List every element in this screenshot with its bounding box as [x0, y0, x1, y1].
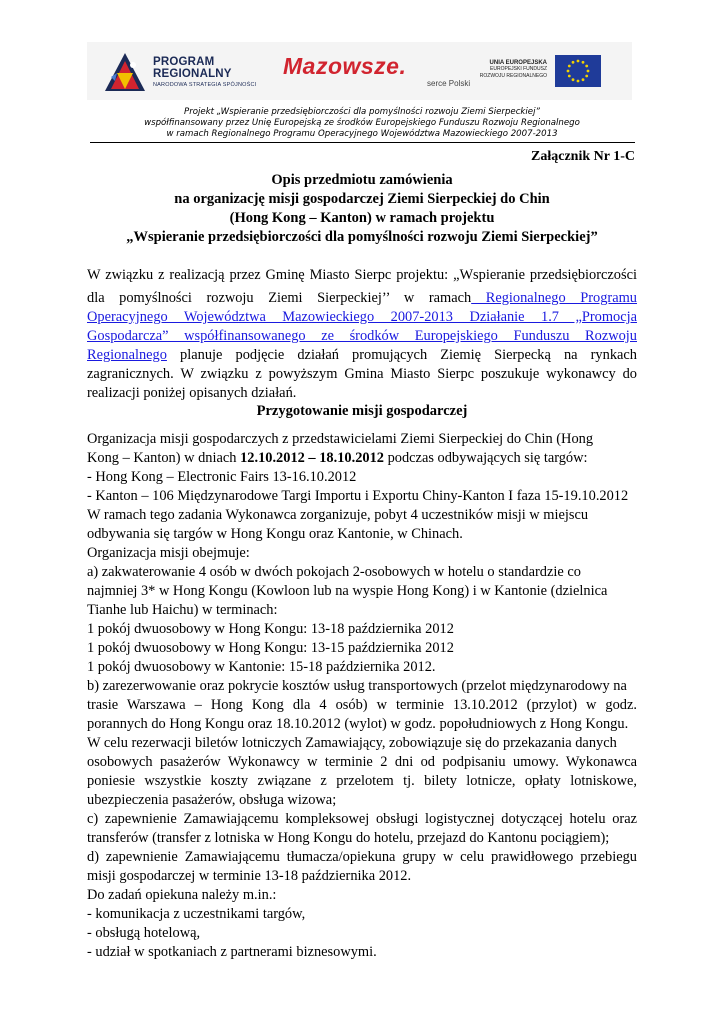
section-heading: Przygotowanie misji gospodarczej	[256, 403, 468, 419]
body-text: podczas odbywających się targów:	[383, 450, 588, 466]
eu-label: UNIA EUROPEJSKA	[489, 60, 547, 66]
body-line: Organizacja misji gospodarczych z przedstawicielami Ziemi Sierpeckiej do Chin (Hong	[87, 431, 594, 447]
fair-item: - Kanton – 106 Międzynarodowe Targi Importu i Exportu Chiny-Kanton I faza 15-19.10.2012	[87, 488, 629, 504]
fair-item: - Hong Kong – Electronic Fairs 13-16.10.2012	[87, 469, 357, 485]
body-line: W celu rezerwacji biletów lotniczych Zamawiający, zobowiązuje się do przekazania danych	[87, 735, 617, 751]
program-link-line-3[interactable]: Gospodarcza” współfinansowanego ze środków Europejskiego Funduszu Rozwoju	[87, 328, 637, 344]
body-line: odbywania się targów w Hong Kongu oraz Kantonie, w Chinach.	[87, 526, 463, 542]
program-link-line-2[interactable]: Operacyjnego Województwa Mazowieckiego 2007-2013 Działanie 1.7 „Promocja	[87, 309, 637, 325]
body-line: misji gospodarczej w terminie 13-18 października 2012.	[87, 868, 412, 884]
mazowsze-logo: Mazowsze.	[283, 53, 407, 79]
program-regionalny-text	[153, 56, 256, 88]
room-item: 1 pokój dwuosobowy w Hong Kongu: 13-18 października 2012	[87, 621, 454, 637]
project-note-line-2: współfinansowany przez Unię Europejską ze środków Europejskiego Funduszu Rozwoju Regionalnego	[144, 118, 580, 128]
body-line	[87, 449, 637, 468]
program-link-line-4[interactable]: Regionalnego	[87, 347, 167, 363]
project-note-line-1: Projekt „Wspieranie przedsiębiorczości dla pomyślności rozwoju Ziemi Sierpeckiej”	[184, 107, 540, 117]
title-line-3: (Hong Kong – Kanton) w ramach projektu	[229, 210, 495, 226]
list-item: - udział w spotkaniach z partnerami biznesowymi.	[87, 944, 377, 960]
list-item: - obsługą hotelową,	[87, 925, 201, 941]
dates-bold: 12.10.2012 – 18.10.2012	[240, 450, 384, 466]
title-line-1: Opis przedmiotu zamówienia	[271, 172, 453, 188]
body-text: Kong – Kanton) w dniach	[87, 450, 241, 466]
body-line: W ramach tego zadania Wykonawca zorganizuje, pobyt 4 uczestników misji w miejscu	[87, 507, 589, 523]
body-line: transferów (transfer z lotniska w Hong Kongu do hotelu, przejazd do Kantonu pociągiem);	[87, 830, 610, 846]
body-line: Tianhe lub Haichu) w terminach:	[87, 602, 278, 618]
eu-text	[467, 60, 547, 79]
program-sub-label: NARODOWA STRATEGIA SPÓJNOŚCI	[153, 82, 257, 88]
title-line-2: na organizację misji gospodarczej Ziemi Sierpeckiej do Chin	[174, 191, 550, 207]
project-note-line-3: w ramach Regionalnego Programu Operacyjnego Województwa Mazowieckiego 2007-2013	[166, 129, 558, 139]
program-regionalny-logo-icon	[103, 51, 147, 95]
room-item: 1 pokój dwuosobowy w Hong Kongu: 13-15 października 2012	[87, 640, 454, 656]
intro-line-6: zagranicznych. W związku z powyższym Gmina Miasto Sierpc poszukuje wykonawcy do	[87, 366, 637, 382]
intro-line-7: realizacji poniżej opisanych działań.	[87, 385, 297, 401]
body-line: porannych do Hong Kongu oraz 18.10.2012 (wylot) w godz. popołudniowych z Hong Kongu.	[87, 716, 629, 732]
intro-line-2	[87, 289, 637, 308]
room-item: 1 pokój dwuosobowy w Kantonie: 15-18 października 2012.	[87, 659, 436, 675]
body-line: a) zakwaterowanie 4 osób w dwóch pokojach 2-osobowych w hotelu o standardzie co	[87, 564, 581, 580]
intro-text-2: planuje podjęcie działań promujących Ziemię Sierpecką na rynkach	[166, 347, 637, 363]
intro-text: dla pomyślności rozwoju Ziemi Sierpeckiej’’ w ramach	[87, 290, 472, 306]
body-line: c) zapewnienie Zamawiającemu kompleksowej obsługi logistycznej dotyczącej hotelu oraz	[87, 811, 637, 827]
eu-fund-label: EUROPEJSKI FUNDUSZ	[490, 66, 547, 72]
mazowsze-sub-label: serce Polski	[427, 79, 471, 88]
body-line: Organizacja misji obejmuje:	[87, 545, 250, 561]
divider	[90, 142, 635, 143]
intro-line-1: W związku z realizacją przez Gminę Miasto Sierpc projektu: „Wspieranie przedsiębiorczości	[87, 267, 637, 283]
regionalny-label: REGIONALNY	[153, 68, 232, 80]
body-line: b) zarezerwowanie oraz pokrycie kosztów usług transportowych (przelot międzynarodowy na	[87, 678, 627, 694]
body-line: Do zadań opiekuna należy m.in.:	[87, 887, 277, 903]
body-line: ubezpieczenia pasażerów, obsługa wizowa;	[87, 792, 337, 808]
body-line: osobowych pasażerów Wykonawcy w terminie 2 dni od podpisaniu umowy. Wykonawca	[87, 754, 637, 770]
body-line: najmniej 3* w Hong Kongu (Kowloon lub na wyspie Hong Kong) i w Kantonie (dzielnica	[87, 583, 608, 599]
program-label: PROGRAM	[153, 56, 215, 68]
body-line: d) zapewnienie Zamawiającemu tłumacza/opiekuna grupy w celu prawidłowego przebiegu	[87, 849, 637, 865]
eu-fund-label-2: ROZWOJU REGIONALNEGO	[479, 72, 547, 79]
attachment-label: Załącznik Nr 1-C	[531, 149, 635, 164]
body-line: poniesie wszystkie koszty związane z przelotem tj. bilety lotnicze, opłaty lotniskowe,	[87, 773, 637, 789]
program-link[interactable]: Regionalnego Programu	[471, 290, 637, 306]
logo-band	[87, 42, 632, 100]
body-line: trasie Warszawa – Hong Kong dla 4 osób) w terminie 13.10.2012 (przylot) w godz.	[87, 697, 637, 713]
eu-flag-icon	[555, 55, 601, 87]
intro-line-5	[87, 346, 637, 365]
list-item: - komunikacja z uczestnikami targów,	[87, 906, 306, 922]
title-line-4: „Wspieranie przedsiębiorczości dla pomyślności rozwoju Ziemi Sierpeckiej”	[126, 229, 598, 245]
